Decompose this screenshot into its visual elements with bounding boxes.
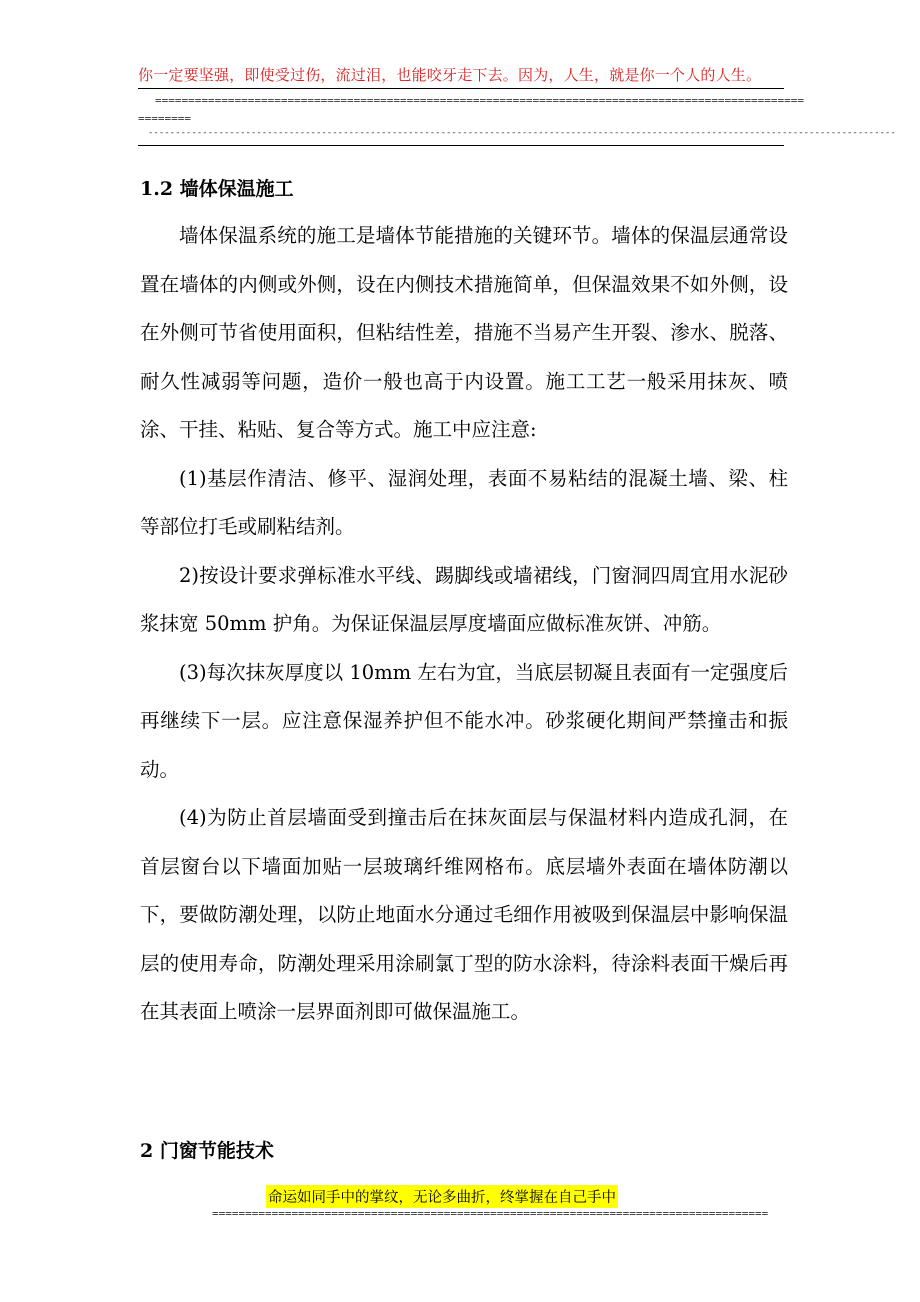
paragraph-step-4: (4)为防止首层墙面受到撞击后在抹灰面层与保温材料内造成孔洞，在首层窗台以下墙面加贴一层玻璃纤维网格布。底层墙外表面在墙体防潮以下，要做防潮处理，以防止地面水分通过毛细作用被吸到保温层中影响保温层的使用寿命，防潮处理采用涂刷氯丁型的防水涂料，待涂料表面干燥后再在其表面上喷涂一层界面剂即可做保温施工。: [140, 806, 788, 1023]
footer-equals-line: ====================================================================================: [212, 1207, 769, 1220]
header-quote: 你一定要坚强，即使受过伤，流过泪，也能咬牙走下去。因为，人生，就是你一个人的人生。: [138, 66, 762, 84]
header-rule-bottom: [138, 145, 784, 146]
header-rule-top: [138, 88, 784, 89]
paragraph-step-2: 2)按设计要求弹标准水平线、踢脚线或墙裙线，门窗洞四周宜用水泥砂浆抹宽 50mm 护角。为保证保温层厚度墙面应做标准灰饼、冲筋。: [140, 563, 788, 635]
document-body: [140, 170, 788, 1037]
paragraph-step-3: (3)每次抹灰厚度以 10mm 左右为宜，当底层韧凝且表面有一定强度后再继续下一层。应注意保湿养护但不能水冲。砂浆硬化期间严禁撞击和振动。: [140, 660, 788, 781]
header-equals-line-continued: ========: [138, 112, 191, 125]
header-dash-line: ------------------------------------------------------------------------------------------------------------------------------------------: [148, 128, 896, 138]
section-title-1-2: 1.2 墙体保温施工: [140, 178, 294, 200]
footer-quote: 命运如同手中的掌纹，无论多曲折，终掌握在自己手中: [266, 1185, 618, 1208]
section-title-2: 2 门窗节能技术: [140, 1140, 274, 1162]
paragraph-intro: 墙体保温系统的施工是墙体节能措施的关键环节。墙体的保温层通常设置在墙体的内侧或外侧，设在内侧技术措施简单，但保温效果不如外侧，设在外侧可节省使用面积，但粘结性差，措施不当易产生开裂、渗水、脱落、耐久性减弱等问题，造价一般也高于内设置。施工工艺一般采用抹灰、喷涂、干挂、粘贴、复合等方式。施工中应注意:: [140, 224, 788, 441]
header-equals-line: ==================================================================================================: [155, 94, 805, 107]
paragraph-step-1: (1)基层作清洁、修平、湿润处理，表面不易粘结的混凝土墙、梁、柱等部位打毛或刷粘结剂。: [140, 466, 788, 538]
